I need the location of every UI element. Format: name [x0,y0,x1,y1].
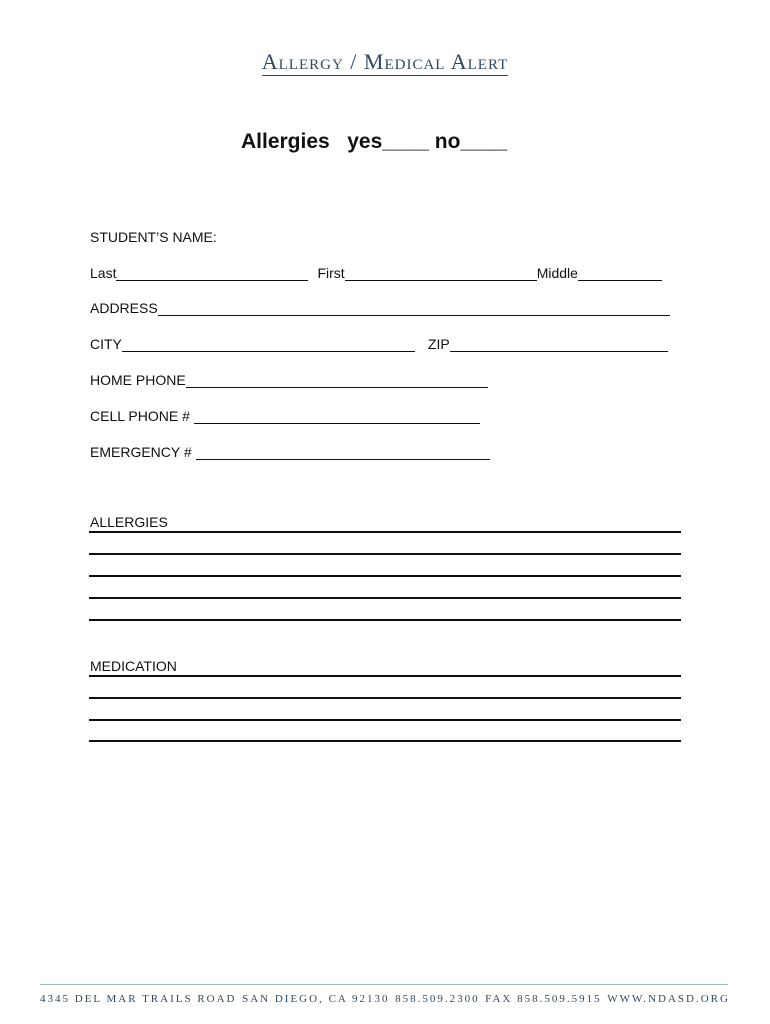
emergency-row [90,444,490,460]
students-name-label [90,229,217,245]
address-field[interactable] [158,301,670,316]
allergies-line-5[interactable] [89,619,681,621]
allergies-line-3[interactable] [89,575,681,577]
cell-phone-label: CELL PHONE # [90,408,190,424]
medication-line-1[interactable] [89,675,681,677]
footer-city: SAN DIEGO, CA 92130 [242,993,390,1005]
city-field[interactable] [122,337,415,352]
medication-line-4[interactable] [89,740,681,742]
allergies-line-2[interactable] [89,553,681,555]
zip-label: ZIP [427,336,450,352]
form-title [0,49,770,75]
footer-address: 4345 DEL MAR TRAILS ROAD [40,993,237,1005]
footer-phone: 858.509.2300 [395,993,480,1005]
footer-website-link[interactable]: WWW.NDASD.ORG [607,993,730,1005]
middle-label: Middle [536,265,578,281]
footer [40,993,730,1005]
home-phone-label: HOME PHONE [90,372,186,388]
emergency-field[interactable] [196,445,490,460]
name-row [90,265,662,281]
footer-divider [40,984,728,985]
city-label: CITY [90,336,122,352]
cell-phone-row [90,408,480,424]
allergies-yes-no-question: Allergies yes____ no____ [241,130,508,153]
middle-name-field[interactable] [578,266,662,281]
medication-line-3[interactable] [89,719,681,721]
zip-field[interactable] [450,337,668,352]
students-name-text: STUDENT’S NAME: [90,229,217,245]
address-row [90,300,670,316]
home-phone-row [90,372,488,388]
emergency-label: EMERGENCY # [90,444,192,460]
form-title-text: Allergy / Medical Alert [261,49,509,74]
last-name-field[interactable] [116,266,308,281]
first-name-field[interactable] [345,266,537,281]
home-phone-field[interactable] [186,373,488,388]
first-label: First [317,265,345,281]
city-zip-row [90,336,668,352]
cell-phone-field[interactable] [194,409,480,424]
medication-label: MEDICATION [90,658,177,674]
last-label: Last [90,265,117,281]
allergies-line-4[interactable] [89,597,681,599]
medication-line-2[interactable] [89,697,681,699]
allergies-label: ALLERGIES [90,514,168,530]
allergies-line-1[interactable] [89,531,681,533]
address-label: ADDRESS [90,300,158,316]
footer-fax: FAX 858.509.5915 [485,993,602,1005]
